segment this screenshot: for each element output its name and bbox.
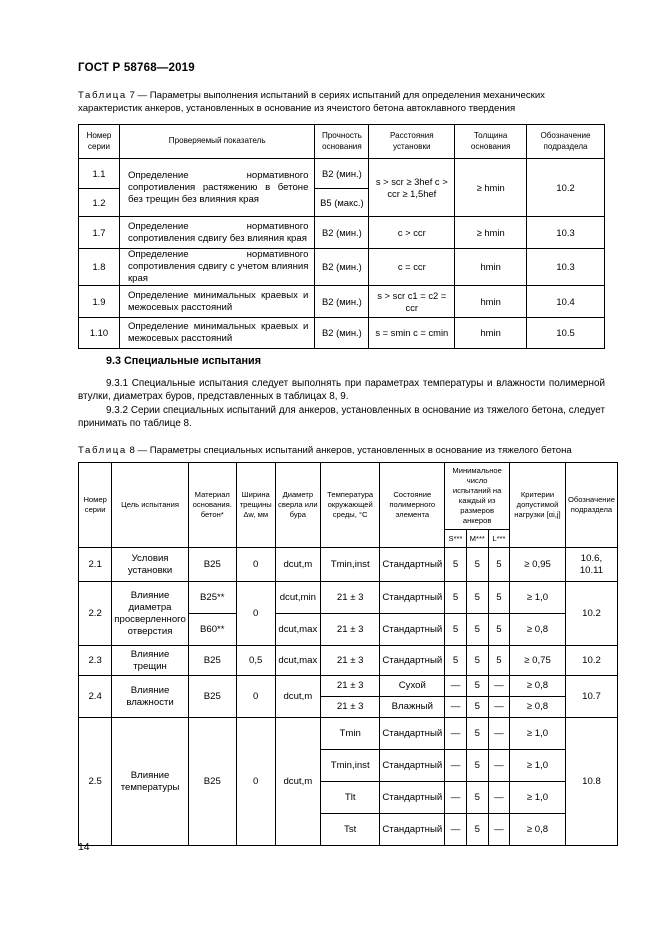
count-l: —: [488, 750, 509, 782]
goal-cell: Влияние диаметра просверленного отверстия: [112, 582, 188, 646]
goal-cell: Влияние трещин: [112, 646, 188, 676]
table8-header-criteria: Критерии допустимой нагрузки [αi,j]: [510, 463, 566, 548]
strength-cell: В2 (мин.): [315, 249, 369, 286]
count-l: 5: [488, 548, 509, 582]
table-row: [79, 646, 618, 676]
count-s: 5: [445, 614, 467, 646]
table7-header-distance: Расстояния установки: [369, 125, 455, 159]
distance-cell: [369, 159, 455, 217]
width-cell: 0: [236, 718, 275, 846]
count-l: —: [488, 718, 509, 750]
table8-header-m: M***: [466, 530, 488, 548]
temperature-cell: 21 ± 3: [320, 676, 379, 697]
state-cell: Сухой: [380, 676, 445, 697]
series-number: 1.9: [79, 286, 120, 318]
indicator-cell: Определение минимальных краевых и межосевых расстояний: [119, 286, 314, 318]
table-row: [79, 249, 605, 286]
temperature-cell: Tmin,inst: [320, 548, 379, 582]
table-row: [79, 159, 605, 189]
criteria-cell: ≥ 1,0: [510, 718, 566, 750]
criteria-cell: ≥ 1,0: [510, 582, 566, 614]
state-cell: Влажный: [380, 697, 445, 718]
table8-header-width: Ширина трещины Δw, мм: [236, 463, 275, 548]
section-cell: 10.2: [565, 582, 617, 646]
table-row: [79, 286, 605, 318]
series-number: 1.7: [79, 217, 120, 249]
document-header: ГОСТ Р 58768—2019: [78, 62, 195, 74]
strength-cell: В2 (мин.): [315, 217, 369, 249]
series-number: 2.5: [79, 718, 112, 846]
paragraph-9-3-2: 9.3.2 Серии специальных испытаний для анкеров, установленных в основание из тяжелого бетона, следует принимать по таблице 8.: [78, 405, 605, 429]
temperature-cell: Tmin: [320, 718, 379, 750]
section-cell: 10.2: [527, 159, 605, 217]
state-cell: Стандартный: [380, 646, 445, 676]
temperature-cell: Tlt: [320, 782, 379, 814]
count-s: —: [445, 814, 467, 846]
series-number: 2.3: [79, 646, 112, 676]
criteria-cell: ≥ 0,75: [510, 646, 566, 676]
criteria-cell: ≥ 0,8: [510, 614, 566, 646]
state-cell: Стандартный: [380, 718, 445, 750]
width-cell: 0: [236, 676, 275, 718]
distance-cell: s = smin c = cmin: [369, 318, 455, 349]
goal-cell: Влияние влажности: [112, 676, 188, 718]
diameter-cell: dcut,max: [275, 614, 320, 646]
criteria-cell: ≥ 1,0: [510, 782, 566, 814]
width-cell: 0: [236, 582, 275, 646]
section-cell: 10.7: [565, 676, 617, 718]
material-cell: В25: [188, 718, 236, 846]
count-l: —: [488, 697, 509, 718]
section-title: 9.3 Специальные испытания: [106, 355, 261, 367]
count-s: —: [445, 697, 467, 718]
table-row: [79, 548, 618, 582]
table-row: [79, 718, 618, 750]
table7-caption-label: Таблица: [78, 90, 127, 101]
table8: [78, 462, 618, 846]
count-s: 5: [445, 646, 467, 676]
count-m: 5: [466, 697, 488, 718]
table8-header-row: [79, 463, 618, 530]
diameter-cell: dcut,max: [275, 646, 320, 676]
strength-cell: В5 (макс.): [315, 189, 369, 217]
distance-cell: c > ccr: [369, 217, 455, 249]
temperature-cell: Tst: [320, 814, 379, 846]
section-cell: 10.3: [527, 217, 605, 249]
table8-caption-text: 8 — Параметры специальных испытаний анкеров, установленных в основание из тяжелого бетона: [129, 445, 572, 456]
section-cell: 10.6, 10.11: [565, 548, 617, 582]
count-l: 5: [488, 646, 509, 676]
count-m: 5: [466, 814, 488, 846]
table8-caption: [78, 444, 618, 457]
temperature-cell: 21 ± 3: [320, 614, 379, 646]
table8-caption-label: Таблица: [78, 445, 127, 456]
criteria-cell: ≥ 0,8: [510, 697, 566, 718]
strength-cell: В2 (мин.): [315, 159, 369, 189]
table7: [78, 124, 605, 349]
distance-cell: c = ccr: [369, 249, 455, 286]
thickness-cell: hmin: [455, 249, 527, 286]
table8-header-goal: Цель испытания: [112, 463, 188, 548]
section-cell: 10.8: [565, 718, 617, 846]
thickness-cell: hmin: [455, 318, 527, 349]
count-l: —: [488, 676, 509, 697]
table-row: [79, 217, 605, 249]
criteria-cell: ≥ 0,8: [510, 814, 566, 846]
section-cell: 10.5: [527, 318, 605, 349]
table7-header-num: Номер серии: [79, 125, 120, 159]
table8-header-state: Состояние полимерного элемента: [380, 463, 445, 548]
section-cell: 10.2: [565, 646, 617, 676]
count-m: 5: [466, 646, 488, 676]
table7-header-strength: Прочность основания: [315, 125, 369, 159]
table7-header-indicator: Проверяемый показатель: [119, 125, 314, 159]
width-cell: 0: [236, 548, 275, 582]
temperature-cell: 21 ± 3: [320, 582, 379, 614]
material-cell: В25: [188, 548, 236, 582]
section-cell: 10.4: [527, 286, 605, 318]
count-s: —: [445, 750, 467, 782]
state-cell: Стандартный: [380, 582, 445, 614]
table8-header-temperature: Температура окружающей среды, °С: [320, 463, 379, 548]
table7-header-row: [79, 125, 605, 159]
thickness-cell: hmin: [455, 286, 527, 318]
temperature-cell: Tmin,inst: [320, 750, 379, 782]
indicator-cell: Определение нормативного сопротивления сдвигу без влияния края: [119, 217, 314, 249]
strength-cell: В2 (мин.): [315, 318, 369, 349]
diameter-cell: dcut,min: [275, 582, 320, 614]
distance-cell: s > scr c1 = c2 = ccr: [369, 286, 455, 318]
state-cell: Стандартный: [380, 614, 445, 646]
goal-cell: Влияние температуры: [112, 718, 188, 846]
material-cell: В25**: [188, 582, 236, 614]
criteria-cell: ≥ 0,8: [510, 676, 566, 697]
state-cell: Стандартный: [380, 750, 445, 782]
state-cell: Стандартный: [380, 814, 445, 846]
count-m: 5: [466, 718, 488, 750]
table8-header-min-number: Минимальное число испытаний на каждый из размеров анкеров: [445, 463, 510, 530]
table-row: [79, 676, 618, 697]
table8-header-num: Номер серии: [79, 463, 112, 548]
indicator-cell: Определение минимальных краевых и межосевых расстояний: [119, 318, 314, 349]
count-m: 5: [466, 548, 488, 582]
strength-cell: В2 (мин.): [315, 286, 369, 318]
paragraph-9-3-1: 9.3.1 Специальные испытания следует выполнять при параметрах температуры и влажности полимерной втулки, диаметрах буров, представленных в таблицах 8, 9.: [78, 378, 605, 402]
state-cell: Стандартный: [380, 782, 445, 814]
thickness-cell: ≥ hmin: [455, 159, 527, 217]
diameter-cell: dcut,m: [275, 676, 320, 718]
count-l: 5: [488, 582, 509, 614]
page-number: 14: [78, 842, 90, 853]
count-s: —: [445, 782, 467, 814]
table8-header-s: S***: [445, 530, 467, 548]
count-s: —: [445, 718, 467, 750]
series-number: 2.4: [79, 676, 112, 718]
table8-header-section: Обозначение подраздела: [565, 463, 617, 548]
distance-formula: s > scr ≥ 3hef c > ccr ≥ 1,5hef: [375, 175, 448, 199]
width-cell: 0,5: [236, 646, 275, 676]
table7-caption: [78, 89, 605, 115]
state-cell: Стандартный: [380, 548, 445, 582]
temperature-cell: 21 ± 3: [320, 646, 379, 676]
table-row: [79, 318, 605, 349]
count-m: 5: [466, 782, 488, 814]
count-m: 5: [466, 582, 488, 614]
count-m: 5: [466, 750, 488, 782]
indicator-cell: Определение нормативного сопротивления сдвигу с учетом влияния края: [119, 249, 314, 286]
count-l: 5: [488, 614, 509, 646]
table7-caption-text: 7 — Параметры выполнения испытаний в сериях испытаний для определения механических характеристик анкеров, установленных в основание из ячеистого бетона автоклавного твердения: [78, 90, 545, 114]
diameter-cell: dcut,m: [275, 548, 320, 582]
count-s: 5: [445, 548, 467, 582]
table7-header-thickness: Толщина основания: [455, 125, 527, 159]
material-cell: В25: [188, 676, 236, 718]
series-number: 1.8: [79, 249, 120, 286]
table7-header-section: Обозначение подраздела: [527, 125, 605, 159]
criteria-cell: ≥ 1,0: [510, 750, 566, 782]
material-cell: В25: [188, 646, 236, 676]
criteria-cell: ≥ 0,95: [510, 548, 566, 582]
indicator-cell: Определение нормативного сопротивления растяжению в бетоне без трещин без влияния края: [119, 159, 314, 217]
diameter-cell: dcut,m: [275, 718, 320, 846]
series-number: 1.10: [79, 318, 120, 349]
section-cell: 10.3: [527, 249, 605, 286]
table-row: [79, 582, 618, 614]
count-s: 5: [445, 582, 467, 614]
series-number: 1.2: [79, 189, 120, 217]
count-l: —: [488, 782, 509, 814]
table8-header-l: L***: [488, 530, 509, 548]
goal-cell: Условия установки: [112, 548, 188, 582]
count-s: —: [445, 676, 467, 697]
temperature-cell: 21 ± 3: [320, 697, 379, 718]
series-number: 2.1: [79, 548, 112, 582]
count-m: 5: [466, 676, 488, 697]
table8-header-diameter: Диаметр сверла или бура: [275, 463, 320, 548]
material-cell: В60**: [188, 614, 236, 646]
count-m: 5: [466, 614, 488, 646]
series-number: 1.1: [79, 159, 120, 189]
series-number: 2.2: [79, 582, 112, 646]
thickness-cell: ≥ hmin: [455, 217, 527, 249]
table8-header-material: Материал основания. бетон*: [188, 463, 236, 548]
count-l: —: [488, 814, 509, 846]
